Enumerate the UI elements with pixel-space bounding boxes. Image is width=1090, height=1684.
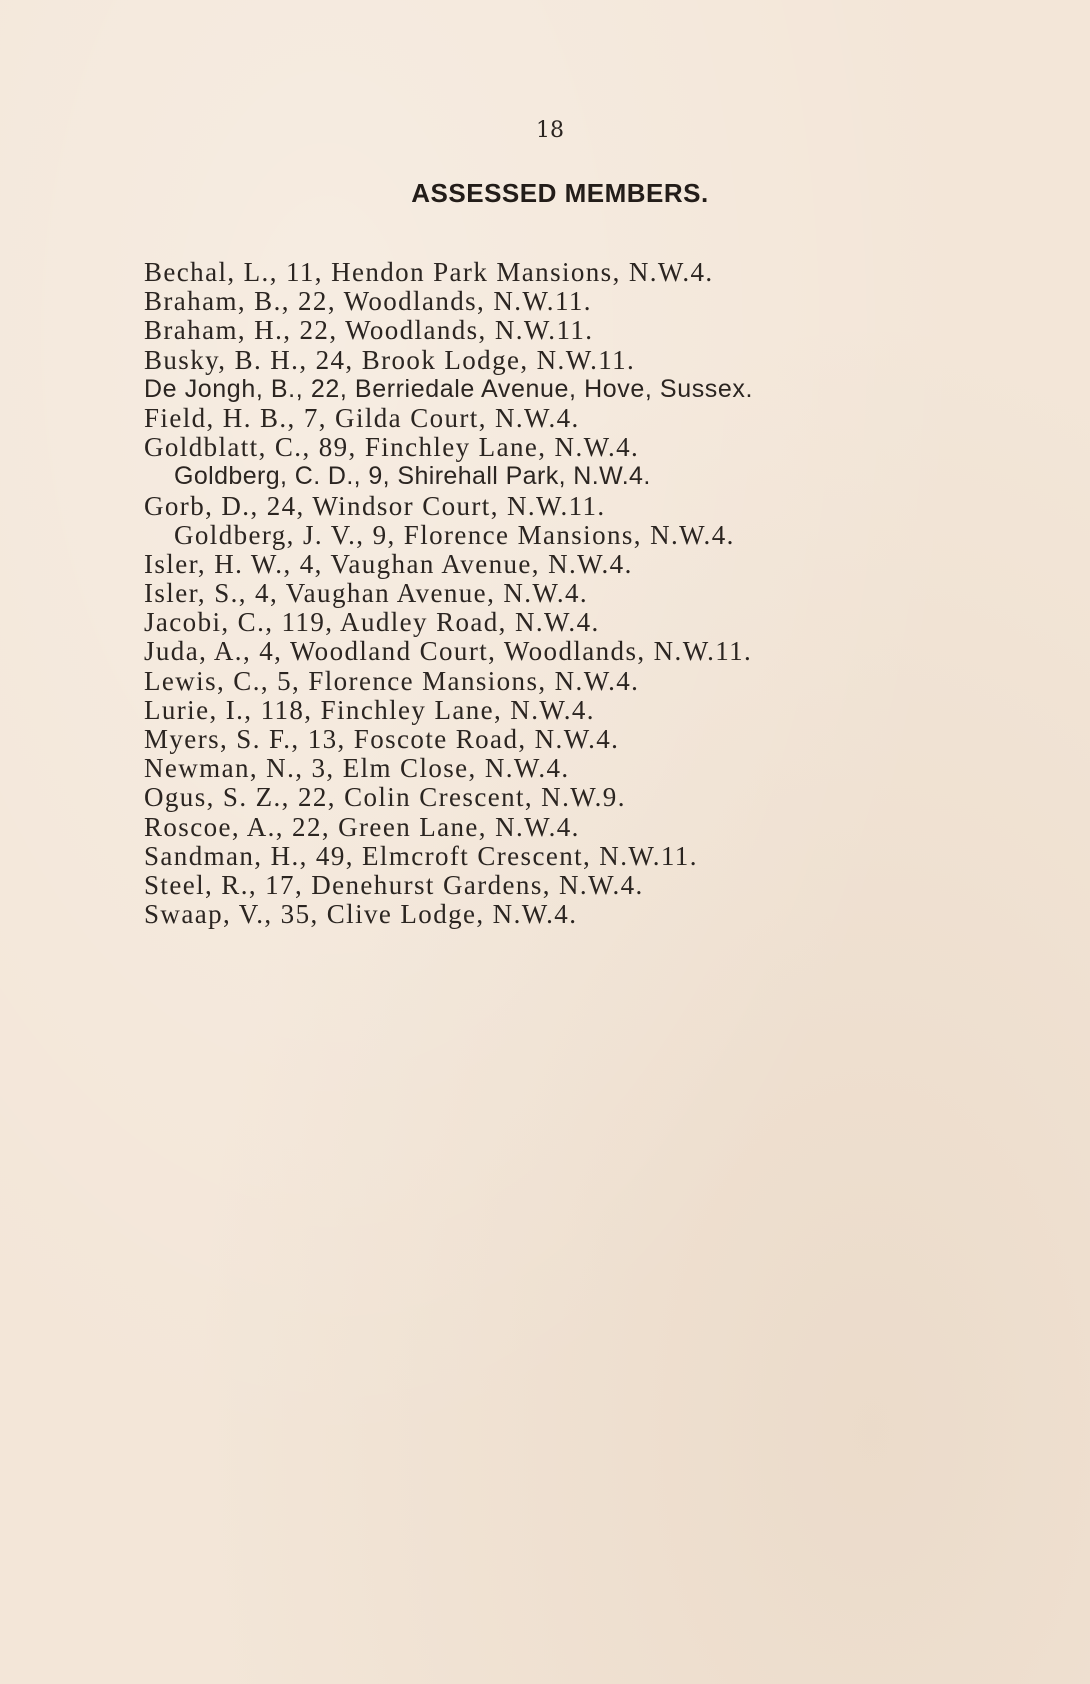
member-entry: Lurie, I., 118, Finchley Lane, N.W.4. (144, 694, 595, 725)
member-entry: Lewis, C., 5, Florence Mansions, N.W.4. (144, 665, 640, 696)
member-entry: Juda, A., 4, Woodland Court, Woodlands, N.W.11. (144, 636, 753, 667)
member-entry: Isler, H. W., 4, Vaughan Avenue, N.W.4. (144, 548, 633, 579)
member-entry: Jacobi, C., 119, Audley Road, N.W.4. (144, 607, 600, 638)
member-entry: Newman, N., 3, Elm Close, N.W.4. (144, 753, 570, 784)
member-entry: Sandman, H., 49, Elmcroft Crescent, N.W.11. (144, 840, 698, 871)
member-entry: Steel, R., 17, Denehurst Gardens, N.W.4. (144, 869, 644, 900)
member-entry: Field, H. B., 7, Gilda Court, N.W.4. (144, 402, 580, 433)
member-entry: De Jongh, B., 22, Berriedale Avenue, Hove, Sussex. (144, 374, 754, 403)
member-entry: Gorb, D., 24, Windsor Court, N.W.11. (144, 490, 606, 521)
page-number: 18 (536, 118, 564, 143)
member-entry: Goldberg, C. D., 9, Shirehall Park, N.W.4. (174, 462, 651, 491)
member-entry: Ogus, S. Z., 22, Colin Crescent, N.W.9. (144, 782, 626, 813)
member-entry: Isler, S., 4, Vaughan Avenue, N.W.4. (144, 578, 589, 609)
member-entry: Swaap, V., 35, Clive Lodge, N.W.4. (144, 899, 578, 930)
member-entry: Busky, B. H., 24, Brook Lodge, N.W.11. (144, 344, 636, 375)
member-entry: Goldberg, J. V., 9, Florence Mansions, N.W.4. (174, 519, 735, 550)
page-heading: ASSESSED MEMBERS. (411, 178, 709, 208)
member-entry: Myers, S. F., 13, Foscote Road, N.W.4. (144, 724, 620, 754)
member-entry: Roscoe, A., 22, Green Lane, N.W.4. (144, 811, 580, 842)
member-entry: Braham, H., 22, Woodlands, N.W.11. (144, 315, 594, 346)
member-entry: Bechal, L., 11, Hendon Park Mansions, N.W.4. (144, 257, 714, 287)
member-entry: Braham, B., 22, Woodlands, N.W.11. (144, 286, 592, 317)
member-list (144, 258, 1044, 929)
member-entry: Goldblatt, C., 89, Finchley Lane, N.W.4. (144, 432, 640, 463)
